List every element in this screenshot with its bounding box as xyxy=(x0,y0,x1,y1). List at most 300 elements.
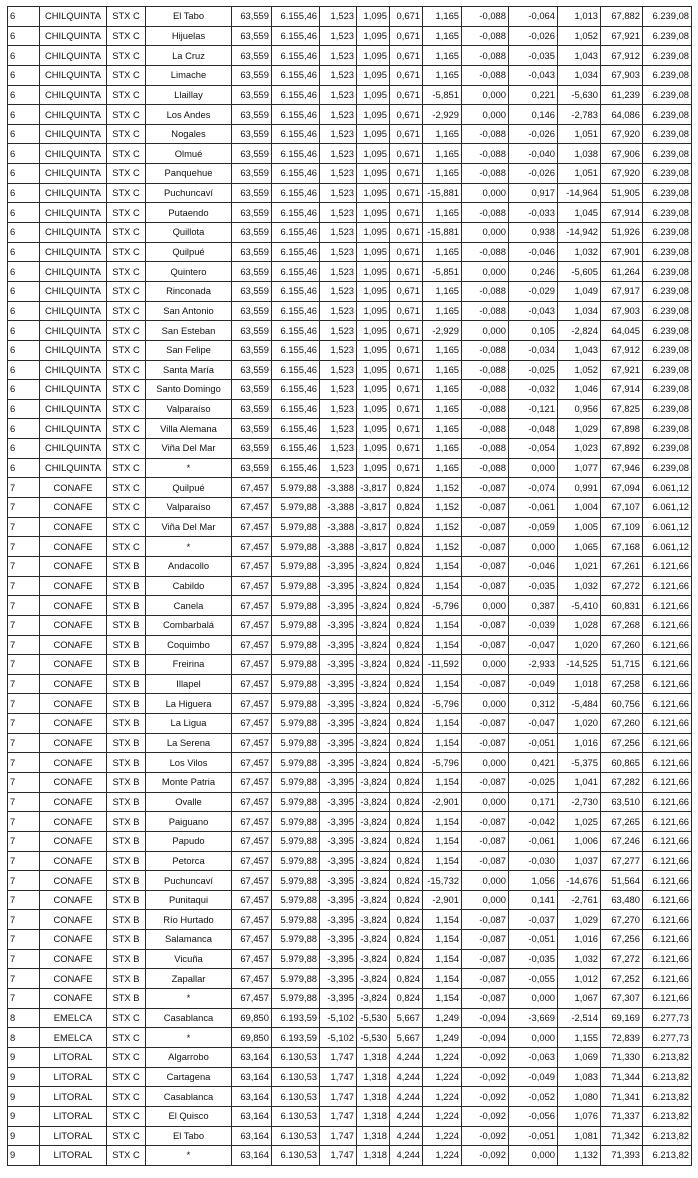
substation-cell: STX C xyxy=(107,439,146,459)
value-cell: 1,152 xyxy=(423,498,462,518)
zone-cell: 7 xyxy=(8,949,40,969)
value-cell: 6.130,53 xyxy=(272,1067,320,1087)
value-cell: 0,824 xyxy=(390,478,423,498)
value-cell: 6.130,53 xyxy=(272,1146,320,1166)
value-cell: 0,000 xyxy=(509,537,558,557)
value-cell: -0,088 xyxy=(462,419,509,439)
value-cell: 1,012 xyxy=(558,969,601,989)
value-cell: 67,921 xyxy=(601,26,643,46)
zone-cell: 7 xyxy=(8,772,40,792)
value-cell: 1,049 xyxy=(558,281,601,301)
commune-cell: * xyxy=(146,458,232,478)
value-cell: 63,164 xyxy=(232,1047,272,1067)
table-row xyxy=(8,281,692,301)
company-cell: CHILQUINTA xyxy=(40,85,107,105)
value-cell: 6.239,08 xyxy=(643,458,692,478)
zone-cell: 7 xyxy=(8,556,40,576)
value-cell: 6.121,66 xyxy=(643,655,692,675)
value-cell: -0,051 xyxy=(509,1126,558,1146)
value-cell: -0,047 xyxy=(509,635,558,655)
commune-cell: Quillota xyxy=(146,223,232,243)
value-cell: 0,000 xyxy=(462,871,509,891)
company-cell: CHILQUINTA xyxy=(40,124,107,144)
value-cell: 6.239,08 xyxy=(643,419,692,439)
value-cell: 67,912 xyxy=(601,46,643,66)
table-row xyxy=(8,989,692,1009)
value-cell: 67,457 xyxy=(232,831,272,851)
company-cell: CHILQUINTA xyxy=(40,223,107,243)
value-cell: 6.155,46 xyxy=(272,164,320,184)
value-cell: 6.155,46 xyxy=(272,105,320,125)
value-cell: 71,337 xyxy=(601,1106,643,1126)
table-row xyxy=(8,1126,692,1146)
commune-cell: El Quisco xyxy=(146,1106,232,1126)
table-row xyxy=(8,439,692,459)
value-cell: 63,559 xyxy=(232,340,272,360)
value-cell: -0,087 xyxy=(462,498,509,518)
value-cell: 0,671 xyxy=(390,439,423,459)
value-cell: 6.061,12 xyxy=(643,498,692,518)
value-cell: 4,244 xyxy=(390,1067,423,1087)
commune-cell: Viña Del Mar xyxy=(146,439,232,459)
value-cell: 1,051 xyxy=(558,164,601,184)
value-cell: -5,102 xyxy=(320,1028,357,1048)
value-cell: 67,898 xyxy=(601,419,643,439)
substation-cell: STX C xyxy=(107,65,146,85)
value-cell: 67,457 xyxy=(232,910,272,930)
value-cell: 1,154 xyxy=(423,556,462,576)
value-cell: 1,523 xyxy=(320,399,357,419)
value-cell: 63,164 xyxy=(232,1106,272,1126)
value-cell: 0,671 xyxy=(390,164,423,184)
value-cell: -3,824 xyxy=(357,871,390,891)
zone-cell: 6 xyxy=(8,458,40,478)
zone-cell: 7 xyxy=(8,655,40,675)
zone-cell: 8 xyxy=(8,1028,40,1048)
value-cell: 67,906 xyxy=(601,144,643,164)
substation-cell: STX B xyxy=(107,635,146,655)
value-cell: -0,046 xyxy=(509,556,558,576)
value-cell: 63,559 xyxy=(232,223,272,243)
value-cell: 1,523 xyxy=(320,340,357,360)
value-cell: 5.979,88 xyxy=(272,478,320,498)
value-cell: 1,032 xyxy=(558,949,601,969)
value-cell: 0,824 xyxy=(390,733,423,753)
value-cell: 0,824 xyxy=(390,714,423,734)
value-cell: 63,559 xyxy=(232,7,272,27)
value-cell: 6.130,53 xyxy=(272,1047,320,1067)
commune-cell: Freirina xyxy=(146,655,232,675)
value-cell: 1,154 xyxy=(423,831,462,851)
value-cell: 67,272 xyxy=(601,949,643,969)
value-cell: 1,095 xyxy=(357,281,390,301)
table-row xyxy=(8,105,692,125)
table-row xyxy=(8,203,692,223)
value-cell: -2,929 xyxy=(423,105,462,125)
value-cell: 1,523 xyxy=(320,439,357,459)
value-cell: 67,457 xyxy=(232,851,272,871)
value-cell: 1,020 xyxy=(558,714,601,734)
table-row xyxy=(8,615,692,635)
value-cell: 0,000 xyxy=(462,694,509,714)
value-cell: 1,041 xyxy=(558,772,601,792)
commune-cell: El Tabo xyxy=(146,7,232,27)
value-cell: 6.155,46 xyxy=(272,85,320,105)
value-cell: 63,164 xyxy=(232,1146,272,1166)
company-cell: CHILQUINTA xyxy=(40,262,107,282)
zone-cell: 6 xyxy=(8,281,40,301)
commune-cell: Quilpué xyxy=(146,478,232,498)
value-cell: 67,457 xyxy=(232,694,272,714)
value-cell: -0,087 xyxy=(462,615,509,635)
value-cell: 63,164 xyxy=(232,1067,272,1087)
table-row xyxy=(8,556,692,576)
substation-cell: STX B xyxy=(107,871,146,891)
table-row xyxy=(8,380,692,400)
company-cell: EMELCA xyxy=(40,1028,107,1048)
value-cell: 67,256 xyxy=(601,733,643,753)
table-row xyxy=(8,753,692,773)
substation-cell: STX C xyxy=(107,223,146,243)
value-cell: 6.239,08 xyxy=(643,321,692,341)
value-cell: 1,249 xyxy=(423,1008,462,1028)
value-cell: 51,905 xyxy=(601,183,643,203)
value-cell: 1,025 xyxy=(558,812,601,832)
company-cell: CHILQUINTA xyxy=(40,203,107,223)
table-row xyxy=(8,183,692,203)
value-cell: -0,087 xyxy=(462,537,509,557)
commune-cell: Los Andes xyxy=(146,105,232,125)
value-cell: 1,018 xyxy=(558,674,601,694)
value-cell: 1,747 xyxy=(320,1146,357,1166)
value-cell: -0,087 xyxy=(462,635,509,655)
value-cell: 1,095 xyxy=(357,419,390,439)
commune-cell: Ovalle xyxy=(146,792,232,812)
value-cell: 0,824 xyxy=(390,596,423,616)
value-cell: 1,046 xyxy=(558,380,601,400)
table-row xyxy=(8,85,692,105)
value-cell: 67,901 xyxy=(601,242,643,262)
value-cell: 67,457 xyxy=(232,733,272,753)
zone-cell: 7 xyxy=(8,969,40,989)
value-cell: 67,892 xyxy=(601,439,643,459)
value-cell: 6.121,66 xyxy=(643,969,692,989)
commune-cell: Monte Patria xyxy=(146,772,232,792)
value-cell: -3,395 xyxy=(320,792,357,812)
value-cell: -0,088 xyxy=(462,124,509,144)
value-cell: -0,033 xyxy=(509,203,558,223)
value-cell: 1,034 xyxy=(558,65,601,85)
value-cell: 6.239,08 xyxy=(643,46,692,66)
value-cell: -0,121 xyxy=(509,399,558,419)
zone-cell: 7 xyxy=(8,733,40,753)
value-cell: -5,796 xyxy=(423,596,462,616)
value-cell: -0,088 xyxy=(462,380,509,400)
table-row xyxy=(8,871,692,891)
value-cell: 1,043 xyxy=(558,46,601,66)
value-cell: 6.155,46 xyxy=(272,419,320,439)
value-cell: 67,457 xyxy=(232,753,272,773)
value-cell: 63,559 xyxy=(232,85,272,105)
value-cell: -2,901 xyxy=(423,890,462,910)
value-cell: -0,035 xyxy=(509,46,558,66)
value-cell: 6.121,66 xyxy=(643,576,692,596)
value-cell: 6.121,66 xyxy=(643,949,692,969)
value-cell: 0,824 xyxy=(390,556,423,576)
value-cell: 0,671 xyxy=(390,223,423,243)
table-row xyxy=(8,478,692,498)
value-cell: 1,165 xyxy=(423,439,462,459)
commune-cell: Cabildo xyxy=(146,576,232,596)
value-cell: 6.239,08 xyxy=(643,183,692,203)
value-cell: -3,824 xyxy=(357,949,390,969)
value-cell: 1,095 xyxy=(357,399,390,419)
value-cell: 63,559 xyxy=(232,419,272,439)
value-cell: 1,523 xyxy=(320,242,357,262)
value-cell: 0,824 xyxy=(390,537,423,557)
substation-cell: STX C xyxy=(107,144,146,164)
zone-cell: 6 xyxy=(8,46,40,66)
value-cell: 67,270 xyxy=(601,910,643,930)
value-cell: -2,761 xyxy=(558,890,601,910)
value-cell: -0,052 xyxy=(509,1087,558,1107)
value-cell: 0,671 xyxy=(390,360,423,380)
value-cell: 1,154 xyxy=(423,989,462,1009)
zone-cell: 7 xyxy=(8,890,40,910)
value-cell: -3,824 xyxy=(357,655,390,675)
value-cell: 0,000 xyxy=(462,596,509,616)
value-cell: 6.155,46 xyxy=(272,262,320,282)
value-cell: -0,026 xyxy=(509,124,558,144)
commune-cell: Illapel xyxy=(146,674,232,694)
zone-cell: 6 xyxy=(8,262,40,282)
value-cell: -5,484 xyxy=(558,694,601,714)
value-cell: -14,942 xyxy=(558,223,601,243)
value-cell: 63,559 xyxy=(232,144,272,164)
substation-cell: STX B xyxy=(107,655,146,675)
value-cell: 1,523 xyxy=(320,46,357,66)
value-cell: 6.121,66 xyxy=(643,753,692,773)
value-cell: 1,154 xyxy=(423,969,462,989)
value-cell: -0,088 xyxy=(462,164,509,184)
table-row xyxy=(8,949,692,969)
value-cell: -0,092 xyxy=(462,1146,509,1166)
value-cell: 5.979,88 xyxy=(272,498,320,518)
company-cell: LITORAL xyxy=(40,1087,107,1107)
value-cell: -3,824 xyxy=(357,556,390,576)
company-cell: CONAFE xyxy=(40,812,107,832)
value-cell: 71,393 xyxy=(601,1146,643,1166)
value-cell: 6.121,66 xyxy=(643,733,692,753)
commune-cell: Santa María xyxy=(146,360,232,380)
value-cell: 67,109 xyxy=(601,517,643,537)
value-cell: -0,088 xyxy=(462,26,509,46)
value-cell: -2,901 xyxy=(423,792,462,812)
commune-cell: Casablanca xyxy=(146,1008,232,1028)
substation-cell: STX C xyxy=(107,1028,146,1048)
value-cell: -3,395 xyxy=(320,655,357,675)
value-cell: 67,457 xyxy=(232,812,272,832)
value-cell: -3,817 xyxy=(357,537,390,557)
value-cell: -0,088 xyxy=(462,439,509,459)
value-cell: -0,087 xyxy=(462,851,509,871)
value-cell: 1,165 xyxy=(423,301,462,321)
company-cell: CONAFE xyxy=(40,949,107,969)
value-cell: 1,152 xyxy=(423,537,462,557)
value-cell: 0,824 xyxy=(390,674,423,694)
value-cell: -3,824 xyxy=(357,930,390,950)
value-cell: 1,020 xyxy=(558,635,601,655)
value-cell: 6.121,66 xyxy=(643,812,692,832)
value-cell: 5.979,88 xyxy=(272,772,320,792)
value-cell: -0,087 xyxy=(462,969,509,989)
zone-cell: 6 xyxy=(8,360,40,380)
value-cell: 1,747 xyxy=(320,1047,357,1067)
value-cell: -3,388 xyxy=(320,498,357,518)
value-cell: 67,457 xyxy=(232,674,272,694)
value-cell: -0,043 xyxy=(509,301,558,321)
value-cell: -3,395 xyxy=(320,989,357,1009)
value-cell: 5.979,88 xyxy=(272,576,320,596)
value-cell: 5.979,88 xyxy=(272,556,320,576)
value-cell: 5.979,88 xyxy=(272,930,320,950)
table-row xyxy=(8,46,692,66)
value-cell: -3,824 xyxy=(357,851,390,871)
value-cell: -2,730 xyxy=(558,792,601,812)
value-cell: 67,265 xyxy=(601,812,643,832)
value-cell: 6.130,53 xyxy=(272,1106,320,1126)
value-cell: 1,154 xyxy=(423,772,462,792)
table-row xyxy=(8,635,692,655)
value-cell: -5,530 xyxy=(357,1008,390,1028)
value-cell: 6.239,08 xyxy=(643,301,692,321)
value-cell: -0,051 xyxy=(509,930,558,950)
commune-cell: Panquehue xyxy=(146,164,232,184)
table-row xyxy=(8,694,692,714)
value-cell: 5.979,88 xyxy=(272,753,320,773)
value-cell: -3,388 xyxy=(320,517,357,537)
table-row xyxy=(8,419,692,439)
zone-cell: 7 xyxy=(8,812,40,832)
value-cell: 64,045 xyxy=(601,321,643,341)
value-cell: 6.121,66 xyxy=(643,831,692,851)
value-cell: 6.121,66 xyxy=(643,694,692,714)
value-cell: 63,480 xyxy=(601,890,643,910)
value-cell: 63,559 xyxy=(232,439,272,459)
value-cell: 6.121,66 xyxy=(643,674,692,694)
value-cell: 6.239,08 xyxy=(643,242,692,262)
value-cell: 0,671 xyxy=(390,340,423,360)
value-cell: 1,069 xyxy=(558,1047,601,1067)
value-cell: 6.155,46 xyxy=(272,458,320,478)
value-cell: 1,067 xyxy=(558,989,601,1009)
commune-cell: * xyxy=(146,537,232,557)
zone-cell: 9 xyxy=(8,1067,40,1087)
commune-cell: Casablanca xyxy=(146,1087,232,1107)
zone-cell: 7 xyxy=(8,910,40,930)
value-cell: -3,395 xyxy=(320,694,357,714)
value-cell: 0,000 xyxy=(462,85,509,105)
table-row xyxy=(8,360,692,380)
value-cell: 63,559 xyxy=(232,262,272,282)
value-cell: 6.155,46 xyxy=(272,321,320,341)
value-cell: -3,395 xyxy=(320,812,357,832)
commune-cell: Los Vilos xyxy=(146,753,232,773)
value-cell: 6.213,82 xyxy=(643,1047,692,1067)
value-cell: 67,261 xyxy=(601,556,643,576)
table-row xyxy=(8,930,692,950)
value-cell: -0,092 xyxy=(462,1047,509,1067)
zone-cell: 6 xyxy=(8,26,40,46)
value-cell: 0,671 xyxy=(390,281,423,301)
value-cell: 6.239,08 xyxy=(643,105,692,125)
value-cell: 6.239,08 xyxy=(643,203,692,223)
value-cell: 1,154 xyxy=(423,635,462,655)
value-cell: 0,671 xyxy=(390,26,423,46)
company-cell: CONAFE xyxy=(40,478,107,498)
company-cell: CONAFE xyxy=(40,576,107,596)
value-cell: 0,824 xyxy=(390,969,423,989)
value-cell: 1,154 xyxy=(423,576,462,596)
commune-cell: Canela xyxy=(146,596,232,616)
commune-cell: Rinconada xyxy=(146,281,232,301)
value-cell: 6.239,08 xyxy=(643,223,692,243)
value-cell: 1,154 xyxy=(423,615,462,635)
value-cell: 1,032 xyxy=(558,242,601,262)
zone-cell: 7 xyxy=(8,517,40,537)
value-cell: 6.155,46 xyxy=(272,399,320,419)
value-cell: 0,671 xyxy=(390,183,423,203)
value-cell: 6.130,53 xyxy=(272,1087,320,1107)
value-cell: 67,457 xyxy=(232,517,272,537)
value-cell: -15,732 xyxy=(423,871,462,891)
table-row xyxy=(8,596,692,616)
substation-cell: STX C xyxy=(107,1106,146,1126)
value-cell: 63,559 xyxy=(232,164,272,184)
value-cell: -3,824 xyxy=(357,910,390,930)
value-cell: 5.979,88 xyxy=(272,851,320,871)
value-cell: -0,087 xyxy=(462,930,509,950)
zone-cell: 9 xyxy=(8,1087,40,1107)
substation-cell: STX B xyxy=(107,733,146,753)
value-cell: -3,824 xyxy=(357,772,390,792)
substation-cell: STX C xyxy=(107,242,146,262)
value-cell: 63,559 xyxy=(232,183,272,203)
value-cell: -3,669 xyxy=(509,1008,558,1028)
company-cell: CHILQUINTA xyxy=(40,144,107,164)
table-row xyxy=(8,792,692,812)
value-cell: 1,165 xyxy=(423,144,462,164)
value-cell: -3,824 xyxy=(357,714,390,734)
value-cell: 67,457 xyxy=(232,556,272,576)
value-cell: -0,059 xyxy=(509,517,558,537)
value-cell: 6.121,66 xyxy=(643,556,692,576)
value-cell: -0,055 xyxy=(509,969,558,989)
substation-cell: STX B xyxy=(107,674,146,694)
substation-cell: STX B xyxy=(107,812,146,832)
zone-cell: 6 xyxy=(8,399,40,419)
value-cell: 6.155,46 xyxy=(272,439,320,459)
value-cell: 1,095 xyxy=(357,203,390,223)
value-cell: 63,559 xyxy=(232,321,272,341)
value-cell: 1,523 xyxy=(320,458,357,478)
commune-cell: Papudo xyxy=(146,831,232,851)
value-cell: 1,523 xyxy=(320,281,357,301)
value-cell: 0,824 xyxy=(390,812,423,832)
value-cell: 1,224 xyxy=(423,1126,462,1146)
commune-cell: Nogales xyxy=(146,124,232,144)
value-cell: 0,671 xyxy=(390,262,423,282)
